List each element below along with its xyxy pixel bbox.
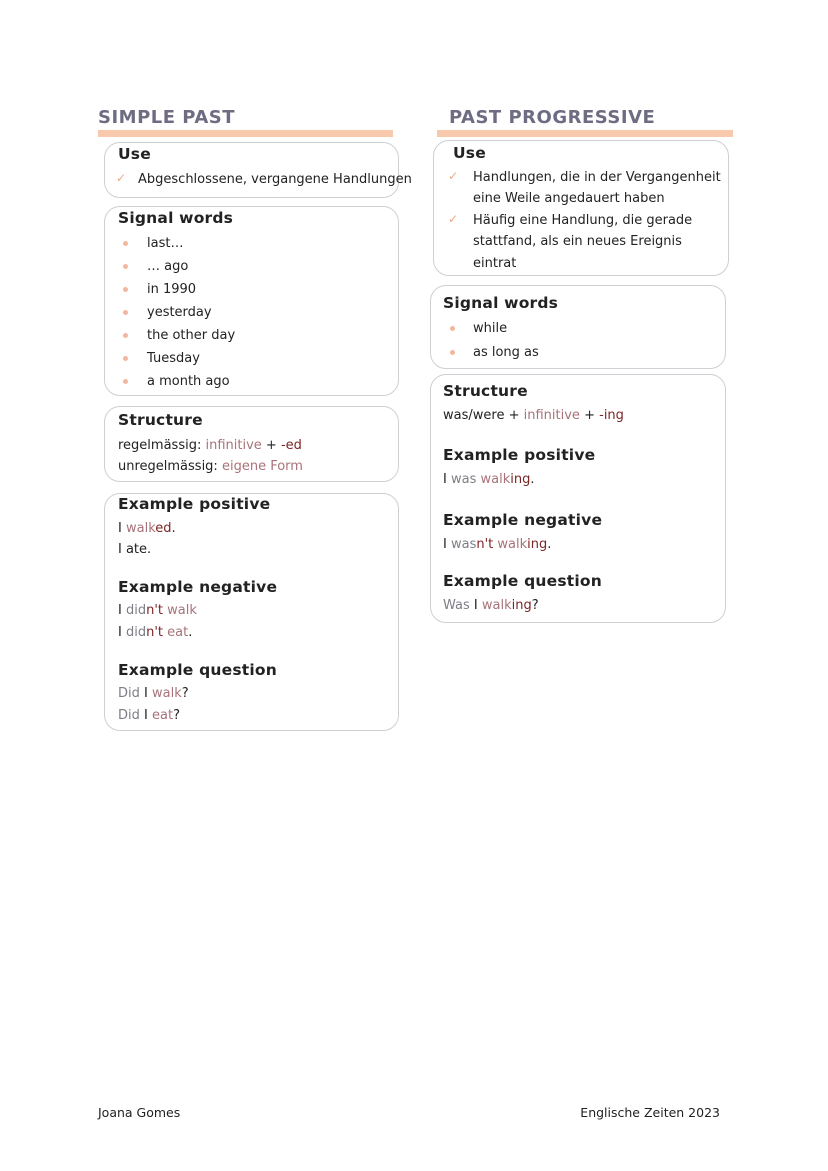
sp-positive-1: I walked. <box>118 521 176 536</box>
sp-signal-item: yesterday <box>147 305 212 320</box>
infinitive-label: infinitive <box>205 438 262 453</box>
pp-signal-item: as long as <box>473 345 539 360</box>
bullet-icon <box>123 287 128 292</box>
pp-question-1: Was I walking? <box>443 598 539 613</box>
pp-use-item2-line1: Häufig eine Handlung, die gerade <box>473 213 693 228</box>
pp-negative-1: I wasn't walking. <box>443 537 552 552</box>
footer-author: Joana Gomes <box>98 1105 181 1120</box>
pp-structure-formula: was/were + infinitive + -ing <box>443 408 624 423</box>
sp-structure-title: Structure <box>118 411 203 429</box>
sp-signal-item: … ago <box>147 259 189 274</box>
regular-label: regelmässig: <box>118 438 202 453</box>
check-icon: ✓ <box>448 212 459 226</box>
sp-structure-regular <box>118 438 302 454</box>
sp-question-title: Example question <box>118 661 277 679</box>
sp-signal-item: a month ago <box>147 374 230 389</box>
pp-use-title: Use <box>453 144 486 162</box>
sp-signal-item: in 1990 <box>147 282 197 297</box>
irregular-form: eigene Form <box>221 459 303 474</box>
sp-signal-box <box>104 206 399 396</box>
simple-past-heading: SIMPLE PAST <box>98 107 236 128</box>
sp-positive-title: Example positive <box>118 495 271 513</box>
bullet-icon <box>123 333 128 338</box>
bullet-icon <box>450 350 455 355</box>
sp-signal-item: the other day <box>147 328 236 343</box>
sp-negative-2: I didn't eat. <box>118 625 193 640</box>
pp-use-item2-line2: stattfand, als ein neues Ereignis <box>473 234 682 249</box>
bullet-icon <box>123 241 128 246</box>
check-icon: ✓ <box>116 171 127 185</box>
bullet-icon <box>123 264 128 269</box>
pp-positive-title: Example positive <box>443 446 596 464</box>
irregular-label: unregelmässig: <box>118 459 218 474</box>
bullet-icon <box>123 379 128 384</box>
bullet-icon <box>123 310 128 315</box>
bullet-icon <box>450 326 455 331</box>
past-progressive-heading: PAST PROGRESSIVE <box>449 107 656 128</box>
past-progressive-underline <box>437 130 733 137</box>
bullet-icon <box>123 356 128 361</box>
pp-use-item1-line1: Handlungen, die in der Vergangenheit <box>473 170 721 185</box>
pp-use-item1-line2: eine Weile angedauert haben <box>473 191 665 206</box>
sp-use-item: Abgeschlossene, vergangene Handlungen <box>138 172 412 187</box>
footer-course: Englische Zeiten 2023 <box>580 1105 720 1120</box>
pp-use-item2-line3: eintrat <box>473 256 517 271</box>
sp-signal-item: Tuesday <box>147 351 200 366</box>
sp-signal-item: last… <box>147 236 184 251</box>
simple-past-underline <box>98 130 393 137</box>
pp-positive-1: I was walking. <box>443 472 535 487</box>
sp-question-2: Did I eat? <box>118 708 180 723</box>
suffix-ed: -ed <box>280 438 302 453</box>
plus-sign: + <box>265 438 277 453</box>
sp-question-1: Did I walk? <box>118 686 189 701</box>
sp-use-title: Use <box>118 145 151 163</box>
sp-negative-1: I didn't walk <box>118 603 197 618</box>
pp-signal-title: Signal words <box>443 294 559 312</box>
sp-positive-2: I ate. <box>118 542 152 557</box>
pp-structure-title: Structure <box>443 382 528 400</box>
pp-question-title: Example question <box>443 572 602 590</box>
sp-structure-irregular <box>118 459 303 475</box>
sp-signal-title: Signal words <box>118 209 234 227</box>
pp-signal-item: while <box>473 321 508 336</box>
sp-negative-title: Example negative <box>118 578 278 596</box>
pp-negative-title: Example negative <box>443 511 603 529</box>
check-icon: ✓ <box>448 169 459 183</box>
